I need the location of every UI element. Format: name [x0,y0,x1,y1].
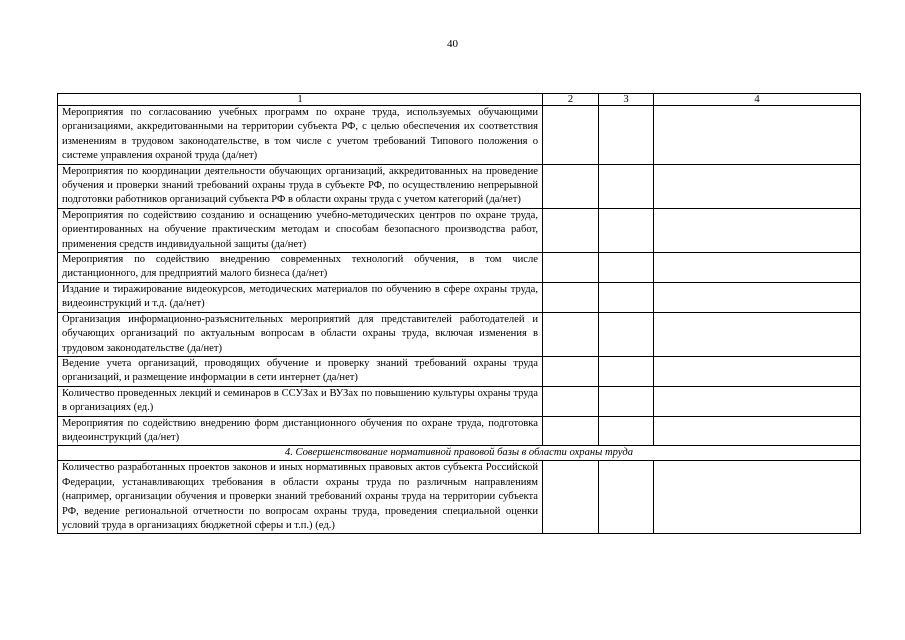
row-description: Мероприятия по содействию созданию и оснащению учебно-методических центров по охране труда, ориентированных на обучение практическим методам и способам безопасного производства работ, применения средств индивидуальной защиты (да/нет) [58,208,543,252]
cell-col-3[interactable] [599,386,654,416]
cell-col-4[interactable] [654,106,861,165]
cell-col-3[interactable] [599,356,654,386]
table-row [58,461,861,534]
cell-col-4[interactable] [654,312,861,356]
cell-col-2[interactable] [543,253,599,283]
cell-col-4[interactable] [654,461,861,534]
page-number: 40 [447,38,458,50]
cell-col-2[interactable] [543,356,599,386]
cell-col-2[interactable] [543,461,599,534]
row-description: Мероприятия по согласованию учебных программ по охране труда, используемых обучающими организациями, аккредитованными на территории субъекта РФ, с целью обеспечения их соответствия изменениям в трудовом законодательстве, в том числе с учетом требований Типового положения о системе управления охраной труда (да/нет) [58,106,543,165]
cell-col-2[interactable] [543,208,599,252]
table-row [58,416,861,446]
cell-col-3[interactable] [599,164,654,208]
table-row [58,106,861,165]
header-col-4: 4 [654,94,861,106]
table-row [58,282,861,312]
cell-col-2[interactable] [543,312,599,356]
table-row [58,386,861,416]
row-description: Мероприятия по координации деятельности обучающих организаций, аккредитованных на проведение обучения и проверки знаний требований охраны труда в субъекте РФ, по осуществлению непрерывной подготовки работников организаций субъекта РФ в области охраны труда с учетом категорий (да/нет) [58,164,543,208]
row-description: Мероприятия по содействию внедрению современных технологий обучения, в том числе дистанционного, для предприятий малого бизнеса (да/нет) [58,253,543,283]
row-description: Количество разработанных проектов законов и иных нормативных правовых актов субъекта Российской Федерации, устанавливающих требования в области охраны труда по различным направлениям (например, организации обучения и проверки знаний требований охраны труда на территории субъекта РФ, ведение региональной отчетности по вопросам охраны труда, проведения специальной оценки условий труда в организациях бюджетной сферы и т.п.) (ед.) [58,461,543,534]
table-row [58,356,861,386]
cell-col-4[interactable] [654,253,861,283]
cell-col-4[interactable] [654,208,861,252]
table-row [58,253,861,283]
section-heading: 4. Совершенствование нормативной правовой базы в области охраны труда [58,446,861,461]
header-row [58,94,861,106]
row-description: Количество проведенных лекций и семинаров в ССУЗах и ВУЗах по повышению культуры охраны труда в организациях (ед.) [58,386,543,416]
header-col-3: 3 [599,94,654,106]
cell-col-3[interactable] [599,416,654,446]
cell-col-4[interactable] [654,164,861,208]
cell-col-4[interactable] [654,282,861,312]
table-row [58,312,861,356]
cell-col-4[interactable] [654,416,861,446]
cell-col-3[interactable] [599,312,654,356]
cell-col-2[interactable] [543,282,599,312]
indicators-table [57,93,861,534]
cell-col-4[interactable] [654,356,861,386]
table-row [58,164,861,208]
row-description: Мероприятия по содействию внедрению форм дистанционного обучения по охране труда, подготовка видеоинструкций (да/нет) [58,416,543,446]
row-description: Ведение учета организаций, проводящих обучение и проверку знаний требований охраны труда организаций, и размещение информации в сети интернет (да/нет) [58,356,543,386]
cell-col-3[interactable] [599,282,654,312]
header-col-2: 2 [543,94,599,106]
cell-col-3[interactable] [599,106,654,165]
row-description: Организация информационно-разъяснительных мероприятий для представителей работодателей и обучающих организаций по актуальным вопросам в области охраны труда, включая изменения в трудовом законодательстве (да/нет) [58,312,543,356]
table-row [58,208,861,252]
cell-col-2[interactable] [543,416,599,446]
cell-col-2[interactable] [543,164,599,208]
row-description: Издание и тиражирование видеокурсов, методических материалов по обучению в сфере охраны труда, видеоинструкций и т.д. (да/нет) [58,282,543,312]
section-heading-row [58,446,861,461]
cell-col-4[interactable] [654,386,861,416]
cell-col-3[interactable] [599,208,654,252]
header-col-1: 1 [58,94,543,106]
cell-col-3[interactable] [599,253,654,283]
cell-col-2[interactable] [543,106,599,165]
cell-col-2[interactable] [543,386,599,416]
cell-col-3[interactable] [599,461,654,534]
